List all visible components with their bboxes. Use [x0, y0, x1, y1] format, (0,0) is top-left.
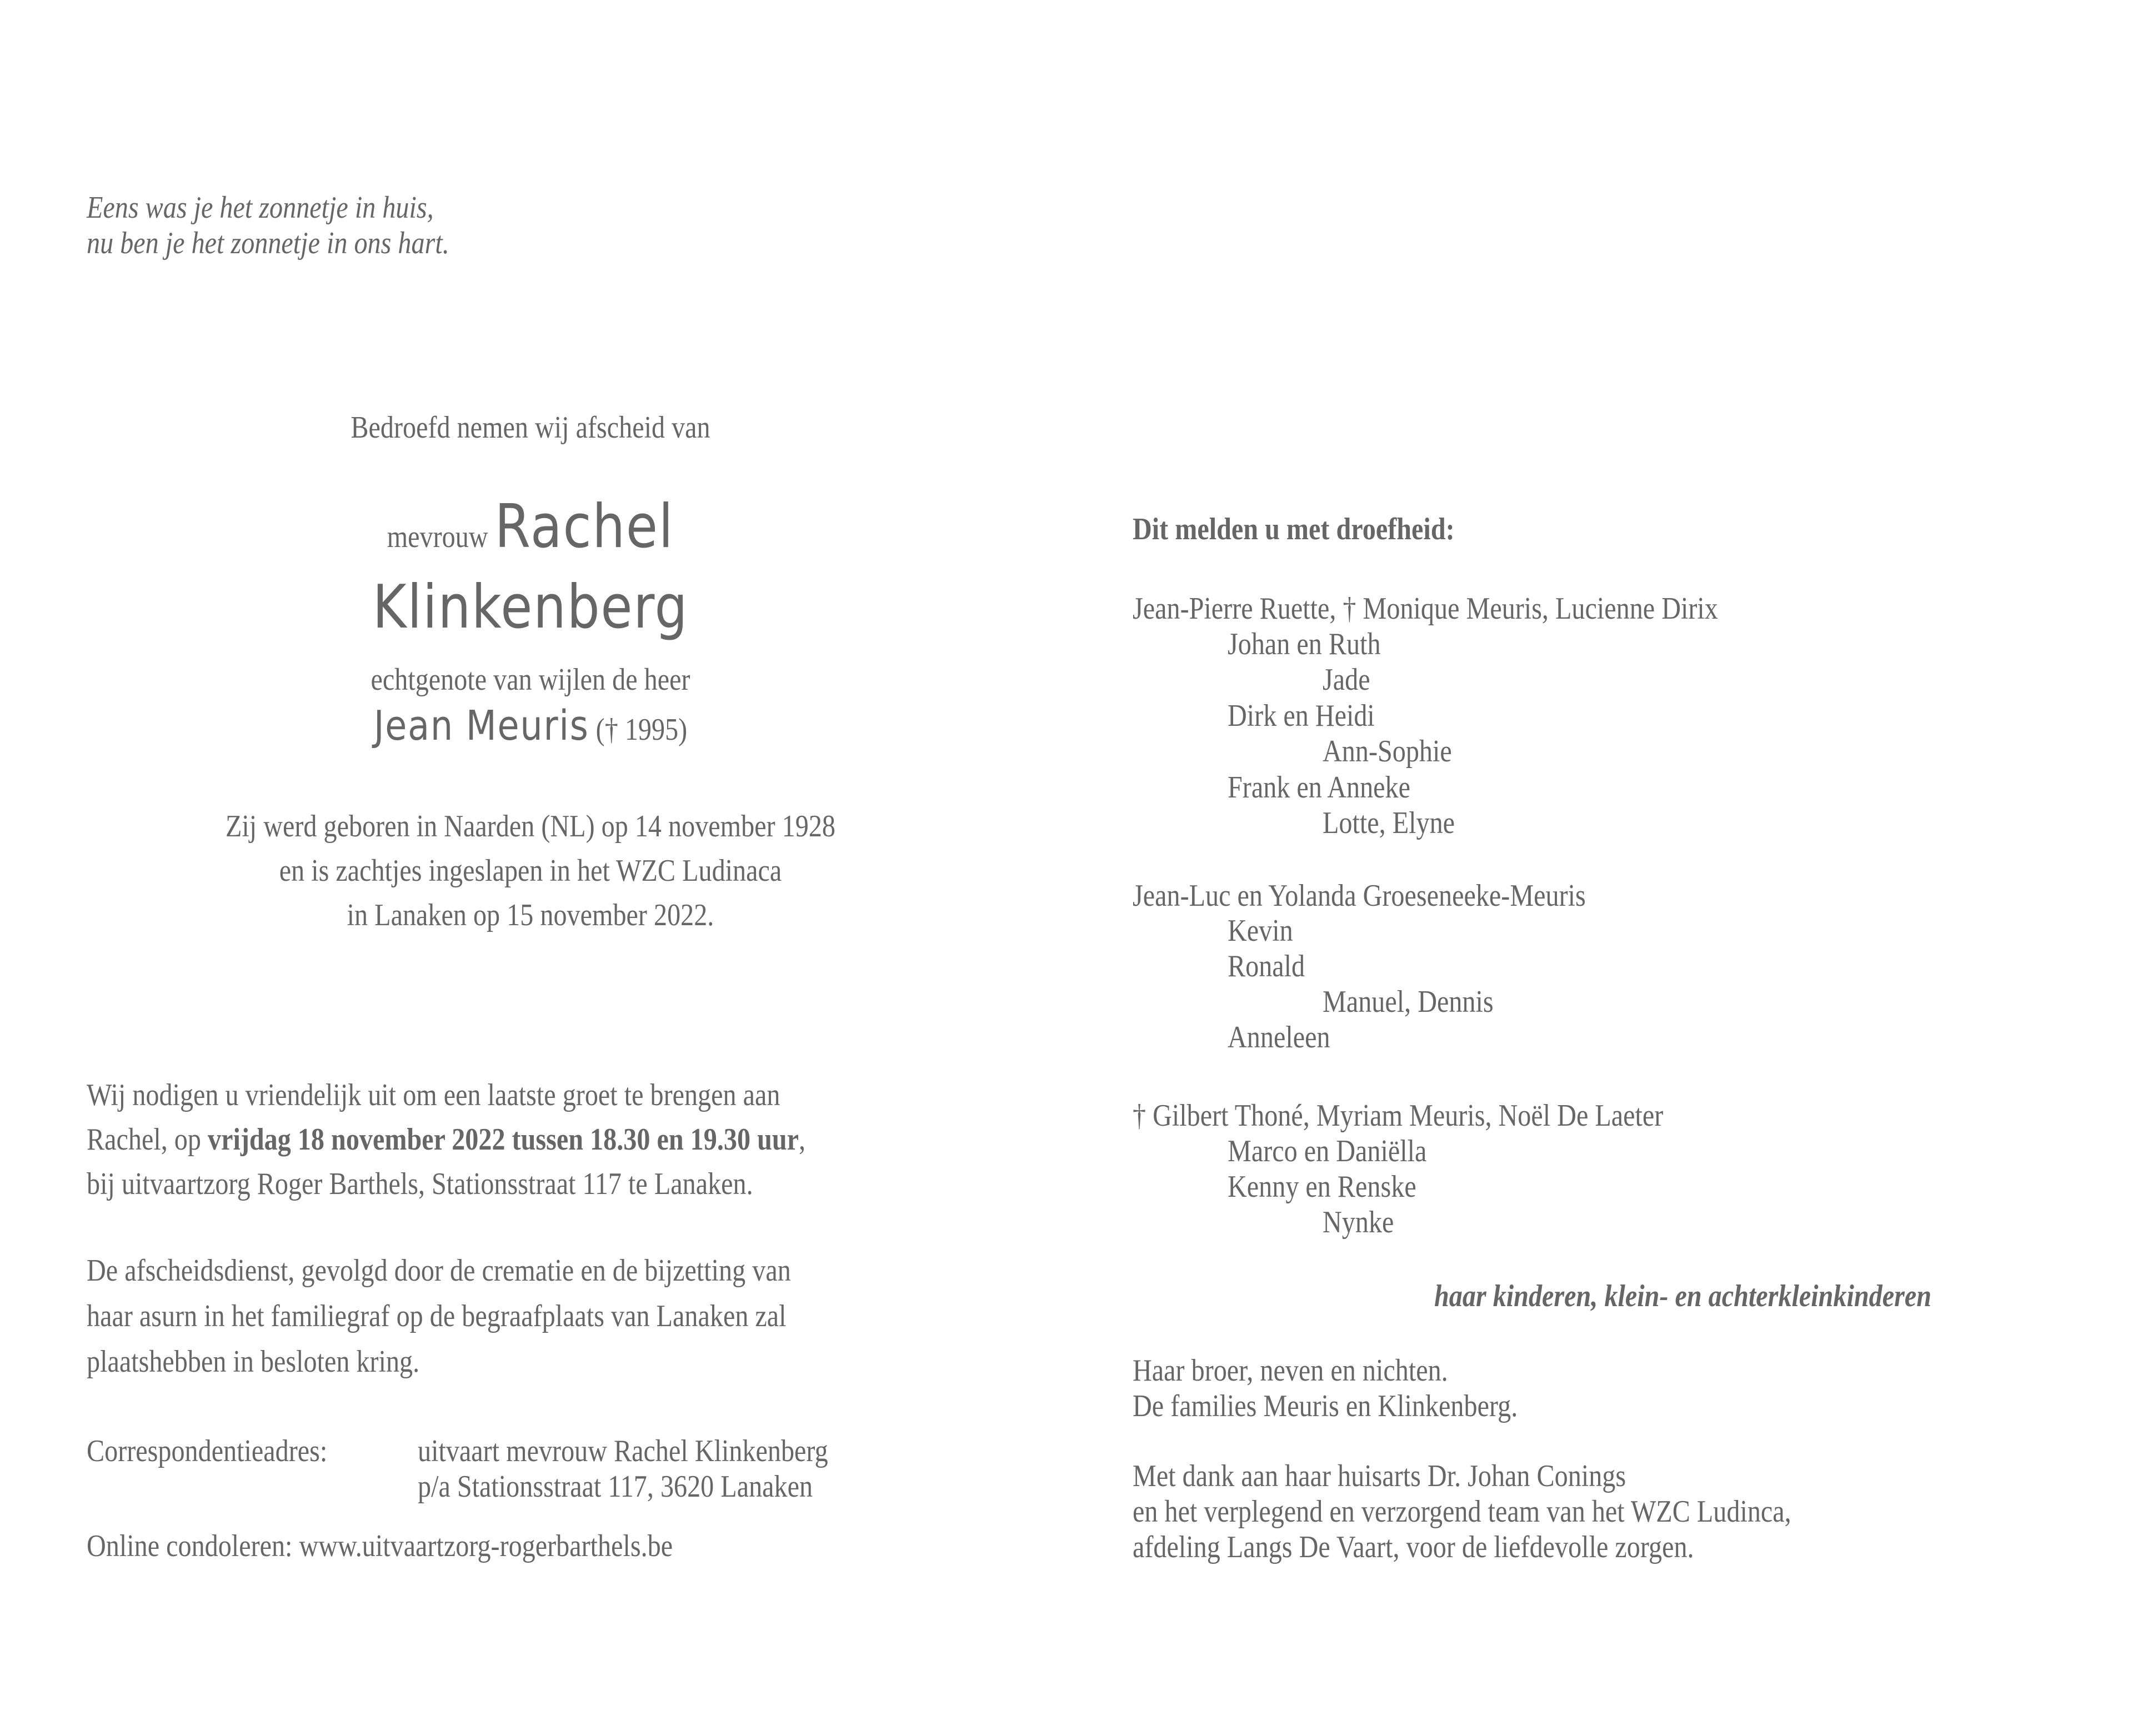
family-heading: Dit melden u met droefheid:: [1133, 512, 1455, 546]
family-line: Frank en Anneke: [1228, 770, 1411, 805]
family-signature: haar kinderen, klein- en achterkleinkinderen: [1434, 1279, 1932, 1313]
correspondence-line-1: uitvaart mevrouw Rachel Klinkenberg: [418, 1434, 828, 1468]
correspondence-line-2: p/a Stationsstraat 117, 3620 Lanaken: [418, 1469, 813, 1504]
relatives-line-2: De families Meuris en Klinkenberg.: [1133, 1389, 1518, 1423]
family-line: Jade: [1323, 663, 1370, 697]
invitation-suffix: ,: [799, 1122, 806, 1157]
family-line: Nynke: [1323, 1205, 1394, 1240]
spouse-name: Jean Meuris: [373, 702, 589, 750]
online-condolence: [87, 1531, 673, 1562]
birth-line-2: en is zachtjes ingeslapen in het WZC Ludinaca: [279, 854, 782, 888]
deceased-first-name: Rachel: [494, 492, 674, 561]
correspondence-label: Correspondentieadres:: [87, 1434, 328, 1468]
online-label: Online condoleren:: [87, 1529, 293, 1563]
quote-line-2: nu ben je het zonnetje in ons hart.: [87, 226, 449, 260]
family-line: Manuel, Dennis: [1323, 985, 1494, 1019]
invitation-prefix: Rachel, op: [87, 1122, 208, 1157]
family-line: Dirk en Heidi: [1228, 699, 1375, 733]
spouse-intro: echtgenote van wijlen de heer: [370, 663, 690, 697]
spouse-death-year: († 1995): [595, 713, 688, 747]
invitation-line-1: Wij nodigen u vriendelijk uit om een laatste groet te brengen aan: [87, 1078, 780, 1112]
family-line: Ronald: [1228, 949, 1305, 984]
announcement-intro: Bedroefd nemen wij afscheid van: [351, 410, 710, 445]
family-line: Lotte, Elyne: [1323, 806, 1455, 840]
service-line-3: plaatshebben in besloten kring.: [87, 1344, 420, 1379]
quote-line-1: Eens was je het zonnetje in huis,: [87, 190, 434, 225]
condolence-link[interactable]: www.uitvaartzorg-rogerbarthels.be: [299, 1529, 673, 1563]
service-line-2: haar asurn in het familiegraf op de begraafplaats van Lanaken zal: [87, 1299, 787, 1333]
birth-line-1: Zij werd geboren in Naarden (NL) op 14 november 1928: [226, 809, 835, 844]
visitation-time: vrijdag 18 november 2022 tussen 18.30 en 19.30 uur: [207, 1122, 799, 1157]
family-line: † Gilbert Thoné, Myriam Meuris, Noël De Laeter: [1133, 1098, 1664, 1133]
thanks-line-2: en het verplegend en verzorgend team van het WZC Ludinca,: [1133, 1494, 1791, 1529]
title-prefix: mevrouw: [387, 520, 488, 554]
invitation-line-2: [87, 1124, 805, 1155]
family-line: Kevin: [1228, 914, 1293, 948]
deceased-first-line: [387, 492, 674, 561]
relatives-line-1: Haar broer, neven en nichten.: [1133, 1353, 1448, 1388]
family-line: Marco en Daniëlla: [1228, 1134, 1427, 1168]
family-line: Kenny en Renske: [1228, 1170, 1416, 1204]
family-line: Jean-Pierre Ruette, † Monique Meuris, Lucienne Dirix: [1133, 591, 1718, 626]
service-line-1: De afscheidsdienst, gevolgd door de crematie en de bijzetting van: [87, 1253, 791, 1288]
invitation-line-3: bij uitvaartzorg Roger Barthels, Stationsstraat 117 te Lanaken.: [87, 1167, 753, 1201]
thanks-line-3: afdeling Langs De Vaart, voor de liefdevolle zorgen.: [1133, 1530, 1694, 1564]
deceased-last-name: Klinkenberg: [372, 573, 689, 642]
family-line: Johan en Ruth: [1228, 627, 1381, 661]
family-line: Anneleen: [1228, 1020, 1330, 1055]
spouse-line: [373, 702, 688, 750]
family-line: Jean-Luc en Yolanda Groeseneeke-Meuris: [1133, 879, 1586, 913]
thanks-line-1: Met dank aan haar huisarts Dr. Johan Conings: [1133, 1459, 1626, 1493]
family-line: Ann-Sophie: [1323, 734, 1452, 769]
birth-line-3: in Lanaken op 15 november 2022.: [347, 898, 714, 932]
